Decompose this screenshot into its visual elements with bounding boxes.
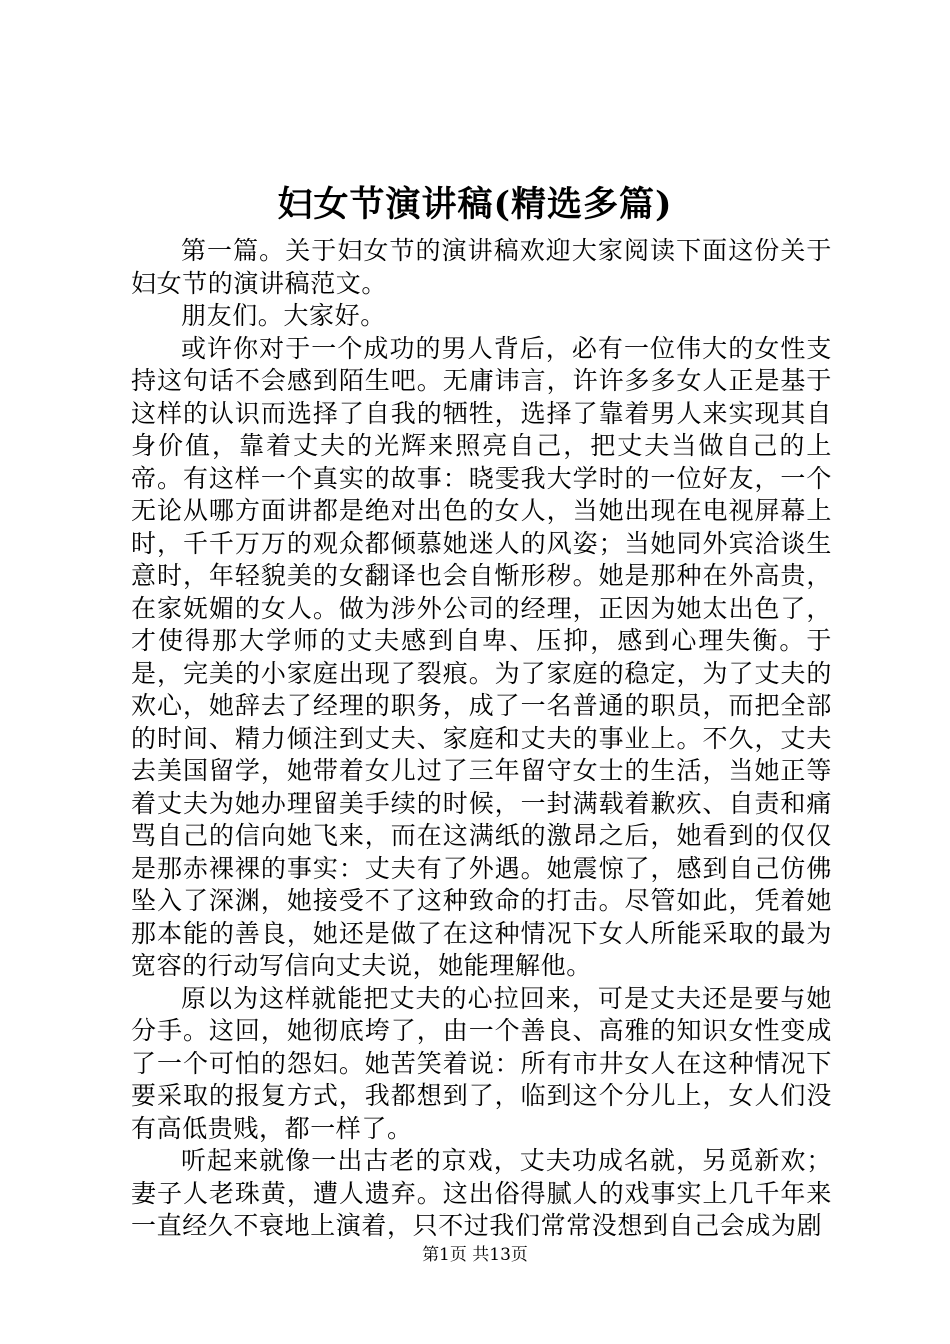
page-footer: 第1页 共13页 (422, 1245, 528, 1265)
paragraph-intro: 第一篇。关于妇女节的演讲稿欢迎大家阅读下面这份关于妇女节的演讲稿范文。 (131, 236, 832, 298)
paragraph-story: 或许你对于一个成功的男人背后，必有一位伟大的女性支持这句话不会感到陌生吧。无庸讳言，许许多多女人正是基于这样的认识而选择了自我的牺牲，选择了靠着男人来实现其自身价值，靠着丈夫的光辉来照亮自己，把丈夫当做自己的上帝。有这样一个真实的故事：晓雯我大学时的一位好友，一个无论从哪方面讲都是绝对出色的女人，当她出现在电视屏幕上时，千千万万的观众都倾慕她迷人的风姿；当她同外宾洽谈生意时，年轻貌美的女翻译也会自惭形秽。她是那种在外高贵，在家妩媚的女人。做为涉外公司的经理，正因为她太出色了，才使得那大学师的丈夫感到自卑、压抑，感到心理失衡。于是，完美的小家庭出现了裂痕。为了家庭的稳定，为了丈夫的欢心，她辞去了经理的职务，成了一名普通的职员，而把全部的时间、精力倾注到丈夫、家庭和丈夫的事业上。不久，丈夫去美国留学，她带着女儿过了三年留守女士的生活，当她正等着丈夫为她办理留美手续的时候，一封满载着歉疚、自责和痛骂自己的信向她飞来，而在这满纸的激昂之后，她看到的仅仅是那赤裸裸的事实：丈夫有了外遇。她震惊了，感到自己仿佛坠入了深渊，她接受不了这种致命的打击。尽管如此，凭着她那本能的善良，她还是做了在这种情况下女人所能采取的最为宽容的行动写信向丈夫说，她能理解他。 (131, 333, 832, 980)
paragraph-greeting: 朋友们。大家好。 (181, 301, 386, 330)
document-title: 妇女节演讲稿(精选多篇) (277, 184, 673, 225)
document-body (131, 235, 832, 1243)
paragraph-aftermath: 原以为这样就能把丈夫的心拉回来，可是丈夫还是要与她分手。这回，她彻底垮了，由一个善良、高雅的知识女性变成了一个可怕的怨妇。她苦笑着说：所有市井女人在这种情况下要采取的报复方式，我都想到了，临到这个分儿上，女人们没有高低贵贱，都一样了。 (131, 983, 832, 1143)
paragraph-reflection: 听起来就像一出古老的京戏，丈夫功成名就，另觅新欢；妻子人老珠黄，遭人遗弃。这出俗得腻人的戏事实上几千年来一直经久不衰地上演着，只不过我们常常没想到自己会成为剧 (131, 1146, 832, 1240)
